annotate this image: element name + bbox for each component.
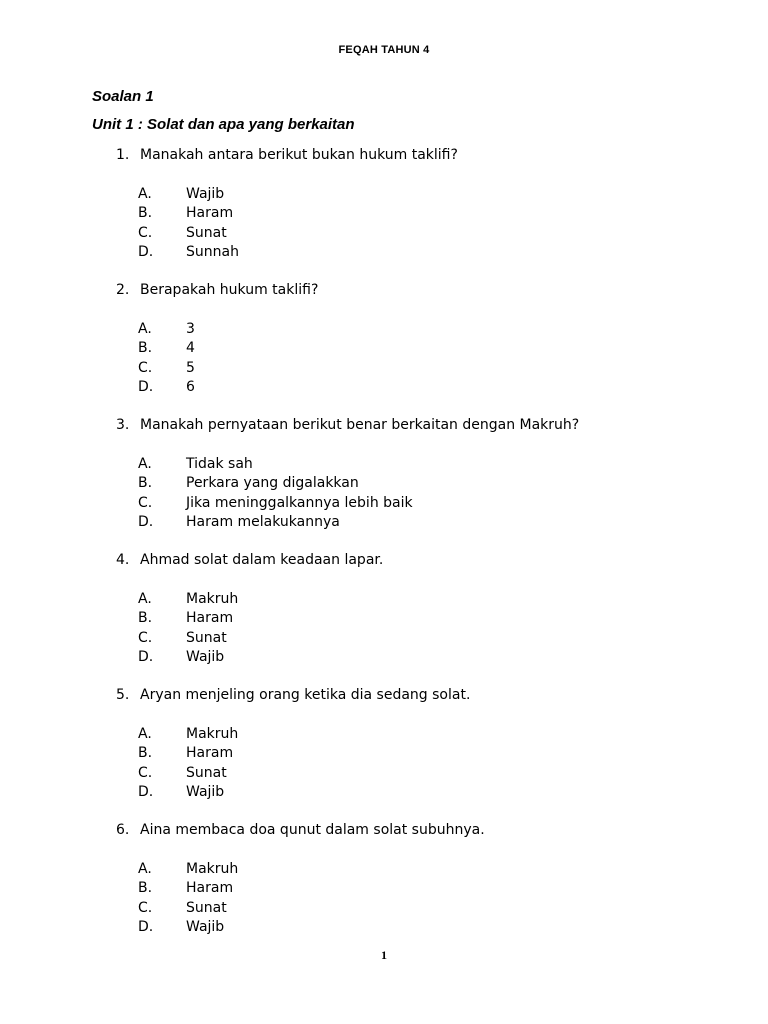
question-number: 6. — [116, 822, 130, 838]
option-a — [138, 185, 239, 204]
option-letter: B. — [138, 745, 153, 762]
option-text: Sunnah — [186, 243, 239, 260]
option-text: Jika meninggalkannya lebih baik — [186, 494, 413, 511]
option-letter: D. — [138, 918, 154, 935]
option-c — [138, 629, 238, 648]
option-letter: D. — [138, 243, 154, 260]
option-letter: B. — [138, 340, 153, 357]
option-a — [138, 860, 238, 879]
option-d — [138, 918, 238, 937]
option-b — [138, 339, 195, 358]
question-stem — [116, 282, 318, 298]
option-list — [138, 590, 238, 667]
option-letter: A. — [138, 186, 152, 202]
question-2 — [0, 279, 768, 414]
page-number: 1 — [381, 948, 387, 962]
question-text: Manakah antara berikut bukan hukum taklifi? — [140, 147, 458, 163]
option-letter: C. — [138, 224, 153, 241]
option-list — [138, 455, 413, 532]
option-list — [138, 320, 195, 397]
option-c — [138, 494, 413, 513]
option-text: 6 — [186, 378, 195, 395]
question-number: 3. — [116, 417, 130, 433]
option-b — [138, 204, 239, 223]
option-text: Makruh — [186, 726, 239, 742]
option-b — [138, 744, 238, 763]
question-stem — [116, 417, 579, 433]
question-1 — [0, 144, 768, 279]
option-text: 4 — [186, 340, 195, 357]
option-letter: B. — [138, 880, 153, 897]
option-a — [138, 320, 195, 339]
option-text: Tidak sah — [186, 456, 253, 472]
section-soalan-title: Soalan 1 — [92, 88, 154, 105]
option-b — [138, 474, 413, 493]
question-text: Aina membaca doa qunut dalam solat subuhnya. — [140, 822, 485, 838]
option-list — [138, 725, 238, 802]
question-text: Ahmad solat dalam keadaan lapar. — [140, 552, 384, 568]
option-letter: C. — [138, 764, 153, 781]
option-b — [138, 609, 238, 628]
question-3 — [0, 414, 768, 549]
option-letter: B. — [138, 475, 153, 492]
option-text: Perkara yang digalakkan — [186, 475, 359, 492]
option-d — [138, 783, 238, 802]
option-letter: D. — [138, 648, 154, 665]
option-text: Makruh — [186, 591, 239, 607]
option-letter: A. — [138, 861, 152, 877]
option-letter: D. — [138, 783, 154, 800]
question-number: 5. — [116, 687, 130, 703]
option-b — [138, 879, 238, 898]
option-text: Wajib — [186, 648, 225, 665]
question-stem — [116, 822, 485, 838]
question-stem — [116, 552, 383, 568]
option-text: Haram — [186, 880, 234, 897]
option-text: Makruh — [186, 861, 239, 877]
question-stem — [116, 147, 458, 163]
option-letter: C. — [138, 359, 153, 376]
option-letter: C. — [138, 629, 153, 646]
option-letter: D. — [138, 378, 154, 395]
option-letter: C. — [138, 494, 153, 511]
question-number: 2. — [116, 282, 130, 298]
option-d — [138, 243, 239, 262]
option-d — [138, 648, 238, 667]
option-letter: B. — [138, 205, 153, 222]
option-text: 3 — [186, 321, 195, 337]
option-d — [138, 513, 413, 532]
document-header: FEQAH TAHUN 4 — [338, 44, 430, 56]
option-text: 5 — [186, 359, 195, 376]
option-text: Haram — [186, 610, 234, 627]
section-unit-title: Unit 1 : Solat dan apa yang berkaitan — [92, 116, 355, 133]
option-letter: C. — [138, 899, 153, 916]
option-text: Haram — [186, 205, 234, 222]
option-c — [138, 224, 239, 243]
option-letter: A. — [138, 726, 152, 742]
option-text: Wajib — [186, 186, 225, 202]
option-c — [138, 899, 238, 918]
option-text: Sunat — [186, 224, 227, 241]
option-a — [138, 455, 413, 474]
question-text: Aryan menjeling orang ketika dia sedang solat. — [140, 687, 471, 703]
question-stem — [116, 687, 470, 703]
option-text: Sunat — [186, 899, 227, 916]
option-letter: D. — [138, 513, 154, 530]
option-text: Sunat — [186, 764, 227, 781]
option-list — [138, 185, 239, 262]
option-d — [138, 378, 195, 397]
question-text: Berapakah hukum taklifi? — [140, 282, 319, 298]
option-c — [138, 764, 238, 783]
option-letter: A. — [138, 456, 152, 472]
option-letter: B. — [138, 610, 153, 627]
question-text: Manakah pernyataan berikut benar berkaitan dengan Makruh? — [140, 417, 580, 433]
question-4 — [0, 549, 768, 684]
option-list — [138, 860, 238, 937]
option-text: Haram melakukannya — [186, 513, 340, 530]
option-text: Wajib — [186, 783, 225, 800]
question-number: 4. — [116, 552, 130, 568]
question-6 — [0, 819, 768, 954]
option-c — [138, 359, 195, 378]
question-number: 1. — [116, 147, 130, 163]
option-letter: A. — [138, 321, 152, 337]
option-text: Haram — [186, 745, 234, 762]
option-text: Wajib — [186, 918, 225, 935]
question-list — [0, 144, 768, 954]
option-a — [138, 725, 238, 744]
question-5 — [0, 684, 768, 819]
option-a — [138, 590, 238, 609]
option-text: Sunat — [186, 629, 227, 646]
option-letter: A. — [138, 591, 152, 607]
